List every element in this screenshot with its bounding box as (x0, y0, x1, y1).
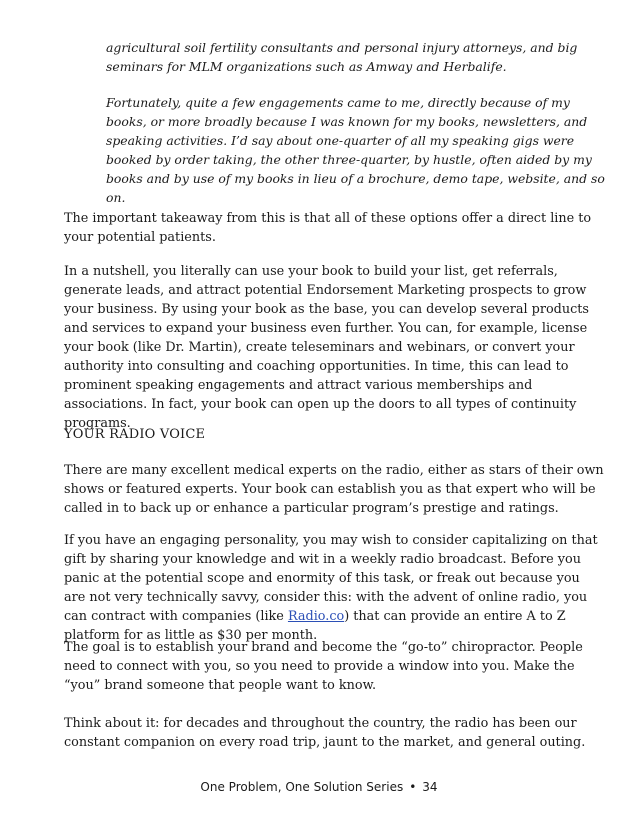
body-paragraph-think: Think about it: for decades and throughout the country, the radio has been our constant companion on every road trip, jaunt to the market, and general outing. (64, 716, 586, 750)
page-footer (0, 778, 638, 796)
quote-paragraph-2: Fortunately, quite a few engagements came to me, directly because of my books, or more broadly because I was known for my books, newsletters, and speaking activities. I’d say about one-quarter of all my speaking gigs were booked by order taking, the other three-quarter, by hustle, often aided by my books and by use of my books in lieu of a brochure, demo tape, website, and so on. (106, 95, 605, 205)
paragraph-text: If you have an engaging personality, you may wish to consider capitalizing on that gift by sharing your knowledge and wit in a weekly radio broadcast. Before you panic at the potential scope and enormity of this task, or freak out because you are not very technically savvy, consider this: with the advent of online radio, you can contract with companies (like (64, 533, 598, 624)
body-paragraph-brand: The goal is to establish your brand and become the “go-to” chiropractor. People need to connect with you, so you need to provide a window into you. Make the “you” brand someone that people want to know. (64, 640, 583, 693)
radio-co-link[interactable]: Radio.co (287, 609, 345, 624)
body-paragraph-radio-experts: There are many excellent medical experts on the radio, either as stars of their own shows or featured experts. Your book can establish you as that expert who will be called in to back up or enhance a particular program’s prestige and ratings. (64, 463, 604, 516)
page-number: 34 (422, 780, 438, 794)
body-paragraph-takeaway: The important takeaway from this is that all of these options offer a direct line to your potential patients. (64, 211, 592, 245)
body-paragraph-radio-broadcast (64, 531, 604, 645)
paragraph-text: ) that can provide an entire A to Z platform for as little as $30 per month. (64, 609, 566, 643)
footer-bullet: • (409, 780, 417, 794)
quote-paragraph-1: agricultural soil fertility consultants and personal injury attorneys, and big seminars for MLM organizations such as Amway and Herbalife. (106, 40, 578, 74)
footer-series-title: One Problem, One Solution Series (200, 780, 404, 794)
body-paragraph-nutshell: In a nutshell, you literally can use your book to build your list, get referrals, generate leads, and attract potential Endorsement Marketing prospects to grow your business. By using your book as the base, you can develop several products and services to expand your business even further. You can, for example, license your book (like Dr. Martin), create teleseminars and webinars, or convert your authority into consulting and coaching opportunities. In time, this can lead to prominent speaking engagements and attract various memberships and associations. In fact, your book can open up the doors to all types of continuity programs. (64, 264, 589, 431)
section-heading: YOUR RADIO VOICE (64, 427, 206, 442)
